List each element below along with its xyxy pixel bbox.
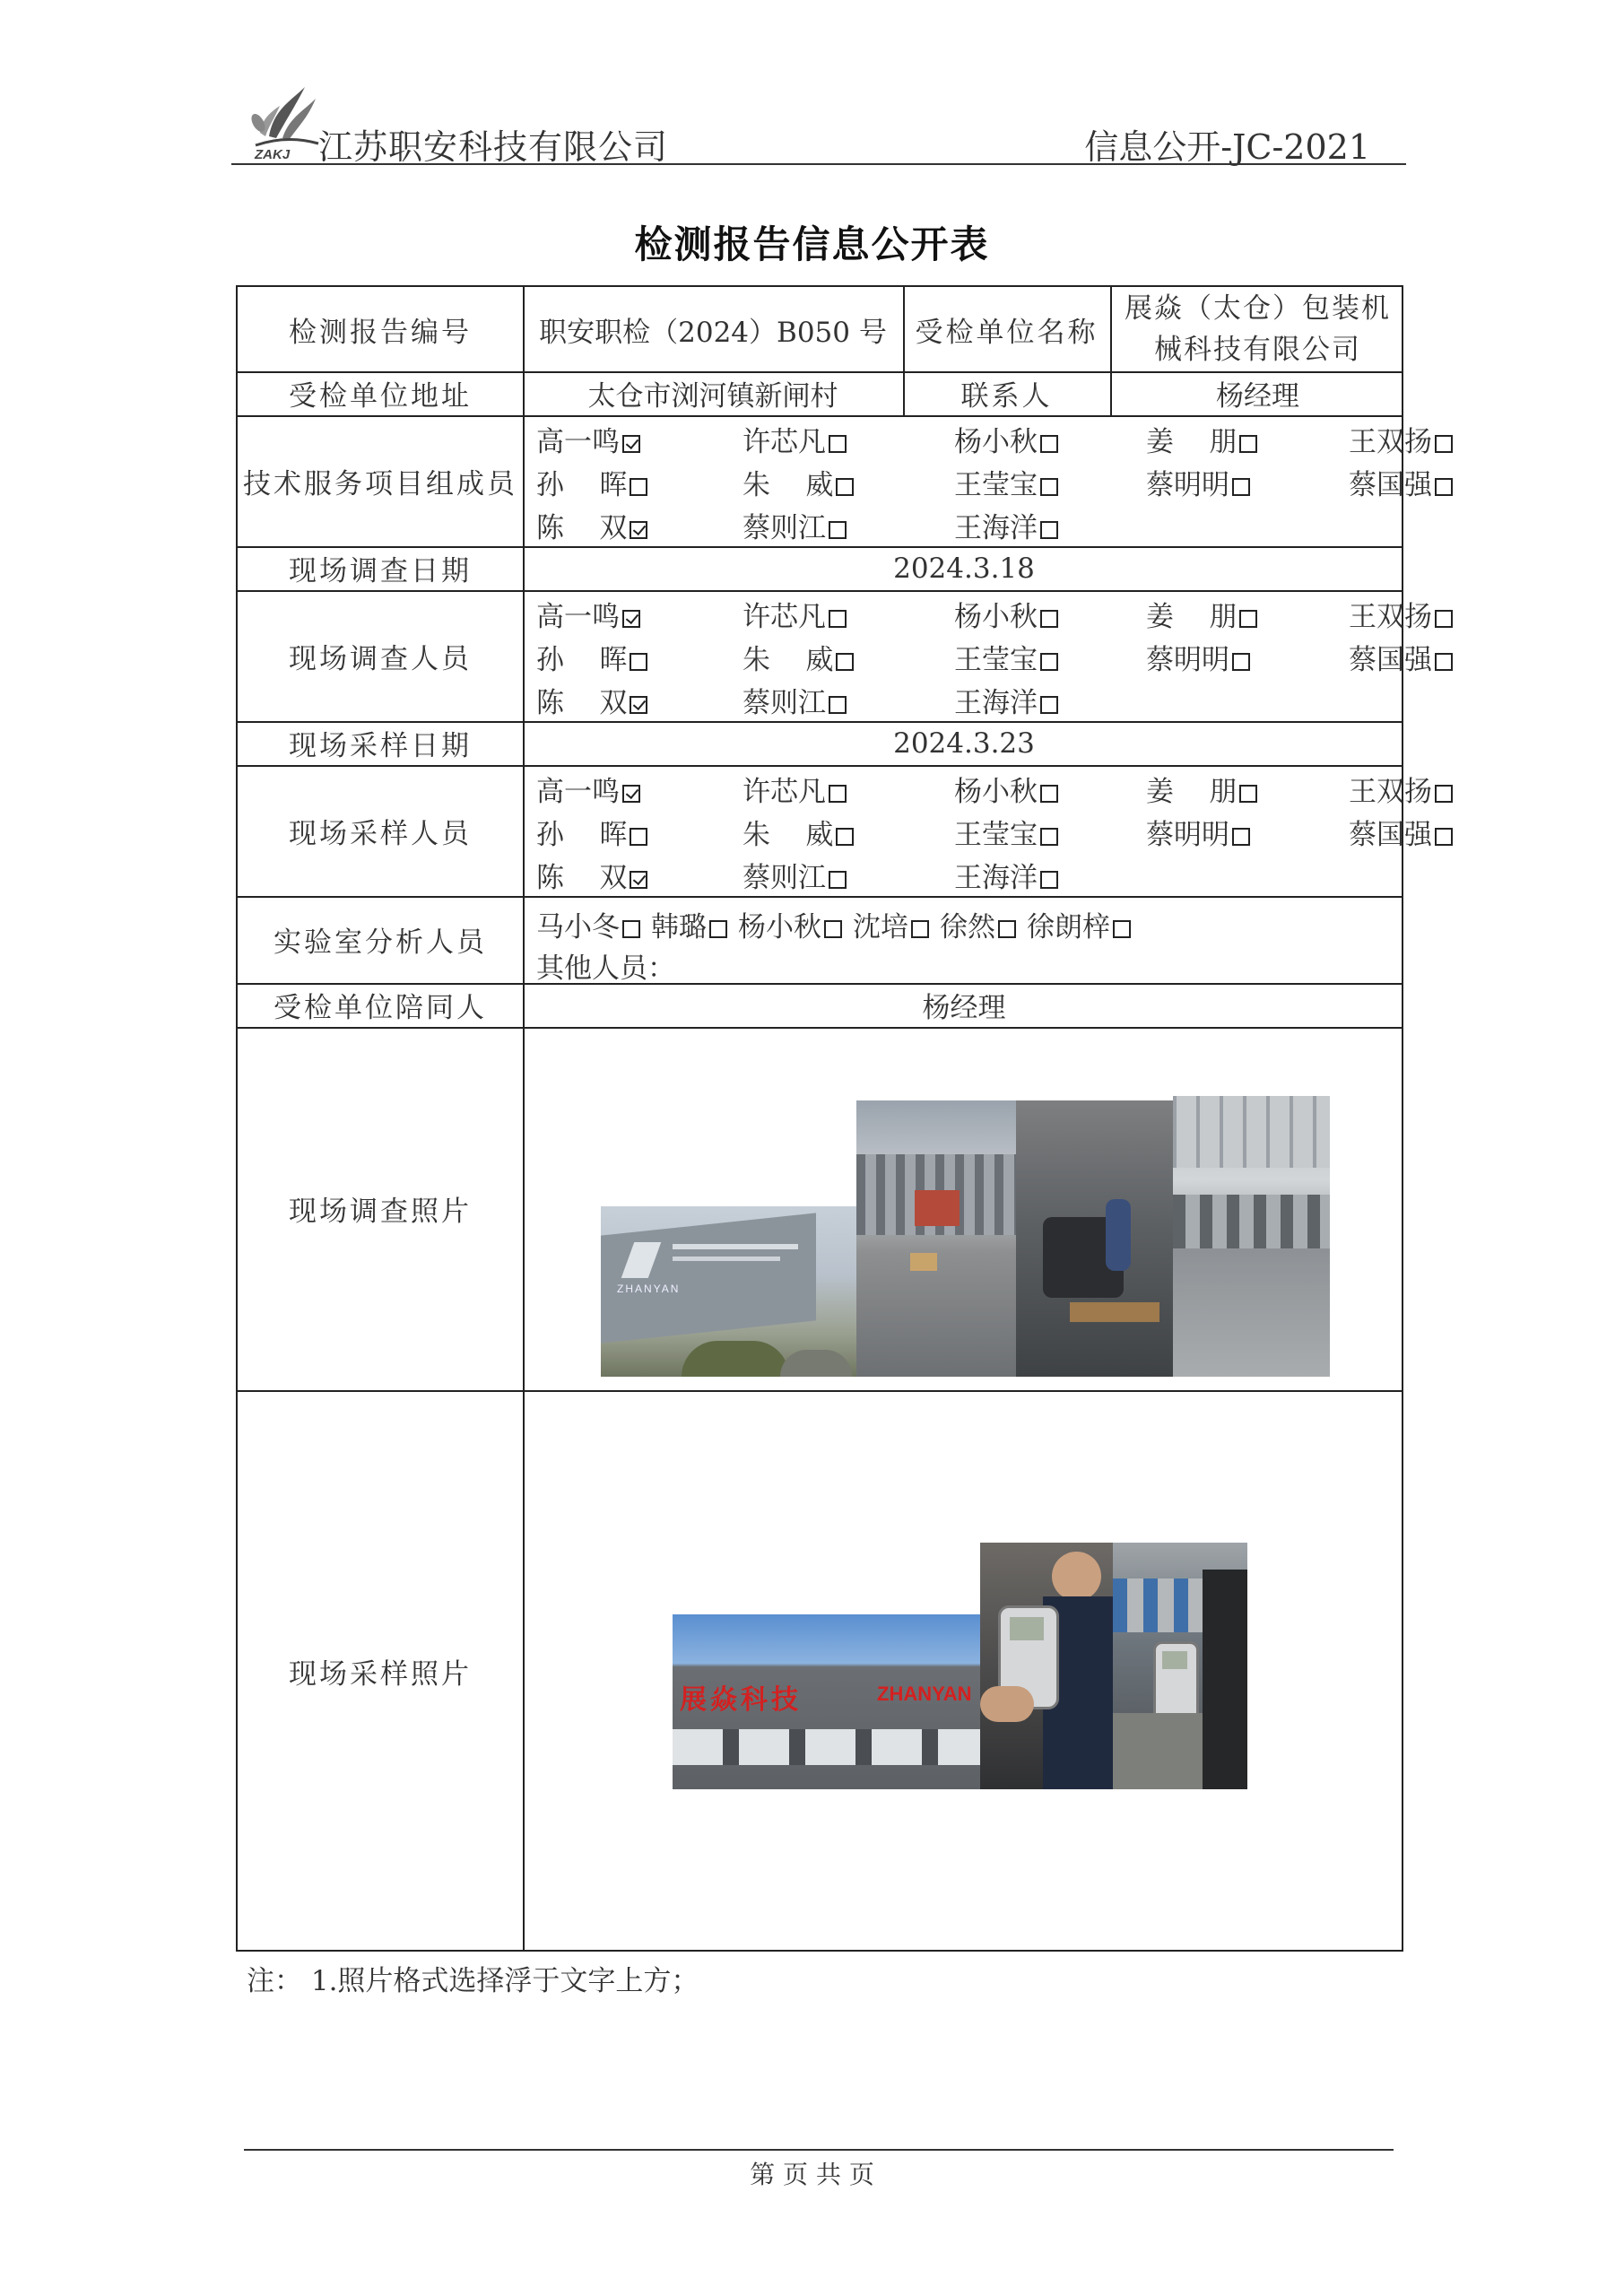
report-number-label: 检测报告编号 bbox=[289, 316, 472, 349]
member-name: 陈 双 bbox=[536, 862, 628, 894]
checkbox-empty-icon[interactable] bbox=[709, 920, 727, 938]
checkbox-empty-icon[interactable] bbox=[1232, 828, 1250, 846]
sign-text-line bbox=[673, 1257, 780, 1261]
survey-staff-label: 现场调查人员 bbox=[289, 642, 472, 675]
member-name: 杨小秋 bbox=[954, 426, 1038, 458]
member-checkbox-item[interactable] bbox=[1146, 769, 1257, 809]
member-checkbox-item[interactable] bbox=[954, 680, 1058, 720]
member-checkbox-item[interactable] bbox=[954, 594, 1058, 634]
member-name: 杨小秋 bbox=[738, 911, 821, 944]
lab-member-checkbox-item[interactable] bbox=[853, 911, 929, 944]
signboard-wall bbox=[601, 1213, 816, 1343]
checkbox-checked-icon[interactable] bbox=[630, 521, 647, 539]
contact-value: 杨经理 bbox=[1216, 380, 1299, 413]
worker-figure bbox=[1106, 1199, 1131, 1271]
member-name: 孙 晖 bbox=[536, 819, 628, 851]
checkbox-empty-icon[interactable] bbox=[1239, 610, 1257, 628]
member-name: 蔡国强 bbox=[1349, 819, 1432, 851]
member-checkbox-item[interactable] bbox=[954, 769, 1058, 809]
checkbox-empty-icon[interactable] bbox=[829, 610, 847, 628]
checkbox-empty-icon[interactable] bbox=[836, 828, 854, 846]
member-checkbox-item[interactable] bbox=[1146, 594, 1257, 634]
sampling-staff-label: 现场采样人员 bbox=[289, 817, 472, 850]
sampling-date-label: 现场采样日期 bbox=[289, 730, 472, 762]
checkbox-empty-icon[interactable] bbox=[1435, 478, 1453, 496]
checkbox-checked-icon[interactable] bbox=[630, 696, 647, 714]
report-info-table bbox=[236, 285, 1432, 1952]
client-name-value bbox=[1110, 287, 1405, 371]
checkbox-empty-icon[interactable] bbox=[1040, 828, 1058, 846]
lab-staff-label: 实验室分析人员 bbox=[274, 926, 487, 959]
member-name: 王海洋 bbox=[954, 687, 1038, 719]
member-checkbox-item[interactable] bbox=[954, 419, 1058, 459]
member-name: 王莹宝 bbox=[954, 819, 1038, 851]
member-name: 姜 朋 bbox=[1146, 426, 1238, 458]
box-shape bbox=[910, 1253, 937, 1271]
member-checkbox-item[interactable] bbox=[536, 594, 640, 634]
roof-trusses bbox=[1173, 1096, 1330, 1168]
member-name: 朱 威 bbox=[743, 819, 834, 851]
member-checkbox-item[interactable] bbox=[536, 769, 640, 809]
person-head bbox=[1052, 1552, 1101, 1601]
address-value: 太仓市浏河镇新闸村 bbox=[587, 380, 838, 413]
checkbox-empty-icon[interactable] bbox=[1239, 785, 1257, 803]
member-name: 姜 朋 bbox=[1146, 601, 1238, 633]
member-checkbox-item[interactable] bbox=[954, 812, 1058, 852]
member-name: 蔡则江 bbox=[743, 687, 826, 719]
meter-display bbox=[1010, 1617, 1044, 1640]
member-name: 杨小秋 bbox=[954, 776, 1038, 808]
member-checkbox-item[interactable] bbox=[1146, 637, 1250, 677]
member-name: 朱 威 bbox=[743, 469, 834, 501]
checkbox-empty-icon[interactable] bbox=[1435, 653, 1453, 671]
footnote: 注： 1.照片格式选择浮于文字上方； bbox=[247, 1965, 699, 1997]
member-name: 杨小秋 bbox=[954, 601, 1038, 633]
document-code: 信息公开-JC-2021 bbox=[1084, 127, 1370, 167]
member-checkbox-item[interactable] bbox=[536, 505, 647, 545]
checkbox-empty-icon[interactable] bbox=[1435, 828, 1453, 846]
checkbox-empty-icon[interactable] bbox=[1040, 871, 1058, 889]
checkbox-empty-icon[interactable] bbox=[829, 785, 847, 803]
member-checkbox-item[interactable] bbox=[536, 680, 647, 720]
member-checkbox-item[interactable] bbox=[536, 812, 647, 852]
header-divider bbox=[231, 163, 1406, 165]
member-name: 陈 双 bbox=[536, 687, 628, 719]
survey-date-label: 现场调查日期 bbox=[289, 555, 472, 587]
member-name: 韩璐 bbox=[651, 911, 707, 944]
checkbox-empty-icon[interactable] bbox=[836, 653, 854, 671]
member-name: 王莹宝 bbox=[954, 469, 1038, 501]
member-name: 马小冬 bbox=[536, 911, 620, 944]
survey-photo-workshop-2 bbox=[1173, 1096, 1330, 1377]
member-name: 王莹宝 bbox=[954, 644, 1038, 676]
sleeve-shape bbox=[1113, 1713, 1203, 1789]
survey-photo-worker bbox=[1016, 1100, 1173, 1377]
checkbox-empty-icon[interactable] bbox=[1232, 478, 1250, 496]
client-name-line1: 展焱（太仓）包装机 bbox=[1125, 292, 1391, 325]
member-checkbox-item[interactable] bbox=[743, 769, 847, 809]
member-name: 蔡国强 bbox=[1349, 469, 1432, 501]
sampling-photos-label: 现场采样照片 bbox=[289, 1657, 472, 1691]
checkbox-empty-icon[interactable] bbox=[998, 920, 1016, 938]
member-checkbox-item[interactable] bbox=[536, 419, 640, 459]
person-figure bbox=[1203, 1570, 1247, 1789]
checkbox-empty-icon[interactable] bbox=[1040, 696, 1058, 714]
checkbox-checked-icon[interactable] bbox=[622, 610, 640, 628]
footer-divider bbox=[244, 2149, 1394, 2151]
member-name: 王双扬 bbox=[1349, 426, 1432, 458]
checkbox-empty-icon[interactable] bbox=[1040, 653, 1058, 671]
lab-member-checkbox-item[interactable] bbox=[738, 911, 842, 944]
member-checkbox-item[interactable] bbox=[1146, 419, 1257, 459]
pallet-shape bbox=[1070, 1302, 1159, 1322]
member-checkbox-item[interactable] bbox=[1349, 419, 1453, 459]
checkbox-empty-icon[interactable] bbox=[1113, 920, 1131, 938]
member-checkbox-item[interactable] bbox=[743, 594, 847, 634]
lab-member-checkbox-item[interactable] bbox=[940, 911, 1016, 944]
checkbox-empty-icon[interactable] bbox=[1239, 435, 1257, 453]
member-checkbox-item[interactable] bbox=[954, 462, 1058, 502]
member-name: 蔡明明 bbox=[1146, 469, 1229, 501]
team-members bbox=[523, 415, 1432, 546]
address-label: 受检单位地址 bbox=[289, 380, 472, 413]
member-name: 蔡则江 bbox=[743, 512, 826, 544]
team-label: 技术服务项目组成员 bbox=[243, 467, 517, 500]
survey-photo-signboard bbox=[601, 1206, 856, 1377]
member-checkbox-item[interactable] bbox=[743, 637, 854, 677]
member-name: 许芯凡 bbox=[743, 776, 826, 808]
survey-photo-workshop-1 bbox=[856, 1100, 1016, 1377]
checkbox-empty-icon[interactable] bbox=[1232, 653, 1250, 671]
checkbox-empty-icon[interactable] bbox=[829, 696, 847, 714]
member-checkbox-item[interactable] bbox=[743, 505, 847, 545]
sampling-staff-members bbox=[523, 765, 1432, 896]
lab-other-staff: 其他人员： bbox=[536, 952, 675, 985]
survey-staff-members bbox=[523, 590, 1432, 721]
member-checkbox-item[interactable] bbox=[1349, 812, 1453, 852]
member-checkbox-item[interactable] bbox=[743, 419, 847, 459]
shrub-shape bbox=[682, 1341, 789, 1377]
member-checkbox-item[interactable] bbox=[1349, 594, 1453, 634]
windows-row bbox=[673, 1729, 980, 1765]
rock-shape bbox=[780, 1350, 852, 1377]
escort-label: 受检单位陪同人 bbox=[274, 992, 487, 1024]
checkbox-empty-icon[interactable] bbox=[836, 478, 854, 496]
member-checkbox-item[interactable] bbox=[743, 462, 854, 502]
checkbox-checked-icon[interactable] bbox=[622, 435, 640, 453]
member-checkbox-item[interactable] bbox=[536, 637, 647, 677]
sampling-photo-meter-2 bbox=[1113, 1543, 1247, 1789]
member-name: 许芯凡 bbox=[743, 426, 826, 458]
checkbox-empty-icon[interactable] bbox=[829, 871, 847, 889]
checkbox-empty-icon[interactable] bbox=[630, 828, 647, 846]
member-checkbox-item[interactable] bbox=[536, 855, 647, 895]
checkbox-empty-icon[interactable] bbox=[1040, 610, 1058, 628]
checkbox-empty-icon[interactable] bbox=[1040, 785, 1058, 803]
checkbox-empty-icon[interactable] bbox=[824, 920, 842, 938]
checkbox-empty-icon[interactable] bbox=[829, 435, 847, 453]
member-name: 蔡国强 bbox=[1349, 644, 1432, 676]
checkbox-empty-icon[interactable] bbox=[829, 521, 847, 539]
member-name: 王海洋 bbox=[954, 862, 1038, 894]
member-name: 王双扬 bbox=[1349, 776, 1432, 808]
hand-shape bbox=[980, 1686, 1034, 1722]
member-checkbox-item[interactable] bbox=[1349, 769, 1453, 809]
contact-label: 联系人 bbox=[960, 380, 1053, 413]
checkbox-empty-icon[interactable] bbox=[1040, 435, 1058, 453]
member-name: 王海洋 bbox=[954, 512, 1038, 544]
report-number-value: 职安职检（2024）B050 号 bbox=[539, 316, 887, 349]
member-name: 高一鸣 bbox=[536, 776, 620, 808]
member-name: 朱 威 bbox=[743, 644, 834, 676]
checkbox-empty-icon[interactable] bbox=[911, 920, 929, 938]
client-name-line2: 械科技有限公司 bbox=[1154, 334, 1361, 366]
member-name: 许芯凡 bbox=[743, 601, 826, 633]
checkbox-empty-icon[interactable] bbox=[1435, 435, 1453, 453]
checkbox-empty-icon[interactable] bbox=[630, 478, 647, 496]
checkbox-empty-icon[interactable] bbox=[630, 653, 647, 671]
lab-member-checkbox-item[interactable] bbox=[1027, 911, 1131, 944]
member-checkbox-item[interactable] bbox=[1146, 812, 1250, 852]
member-name: 徐然 bbox=[940, 911, 995, 944]
member-name: 高一鸣 bbox=[536, 601, 620, 633]
checkbox-checked-icon[interactable] bbox=[622, 785, 640, 803]
member-name: 沈培 bbox=[853, 911, 908, 944]
company-name: 江苏职安科技有限公司 bbox=[318, 127, 669, 167]
member-name: 王双扬 bbox=[1349, 601, 1432, 633]
member-checkbox-item[interactable] bbox=[743, 680, 847, 720]
survey-photos-label: 现场调查照片 bbox=[289, 1196, 472, 1228]
sign-brand-text: ZHANYAN bbox=[617, 1283, 681, 1295]
member-name: 孙 晖 bbox=[536, 469, 628, 501]
checkbox-empty-icon[interactable] bbox=[1040, 478, 1058, 496]
member-checkbox-item[interactable] bbox=[536, 462, 647, 502]
member-name: 姜 朋 bbox=[1146, 776, 1238, 808]
checkbox-empty-icon[interactable] bbox=[1435, 610, 1453, 628]
sampling-date-value: 2024.3.23 bbox=[893, 726, 1035, 760]
member-checkbox-item[interactable] bbox=[954, 855, 1058, 895]
member-name: 蔡则江 bbox=[743, 862, 826, 894]
page-number: 第 页 共 页 bbox=[750, 2160, 874, 2189]
checkbox-checked-icon[interactable] bbox=[630, 871, 647, 889]
member-name: 孙 晖 bbox=[536, 644, 628, 676]
lab-member-checkbox-item[interactable] bbox=[651, 911, 727, 944]
member-name: 蔡明明 bbox=[1146, 644, 1229, 676]
member-checkbox-item[interactable] bbox=[954, 637, 1058, 677]
logo-text: ZAKJ bbox=[255, 147, 291, 162]
member-checkbox-item[interactable] bbox=[743, 812, 854, 852]
page-title: 检测报告信息公开表 bbox=[634, 222, 990, 266]
member-checkbox-item[interactable] bbox=[1146, 462, 1250, 502]
member-name: 陈 双 bbox=[536, 512, 628, 544]
member-name: 徐朗梓 bbox=[1027, 911, 1110, 944]
red-machine bbox=[915, 1190, 960, 1226]
machinery-row bbox=[1173, 1195, 1330, 1248]
member-checkbox-item[interactable] bbox=[743, 855, 847, 895]
escort-value: 杨经理 bbox=[922, 992, 1006, 1024]
member-name: 高一鸣 bbox=[536, 426, 620, 458]
member-checkbox-item[interactable] bbox=[1349, 462, 1453, 502]
client-name-label: 受检单位名称 bbox=[915, 316, 1099, 349]
member-checkbox-item[interactable] bbox=[954, 505, 1058, 545]
member-name: 蔡明明 bbox=[1146, 819, 1229, 851]
lab-staff-members bbox=[536, 904, 1142, 944]
sign-text-line bbox=[673, 1244, 798, 1249]
member-checkbox-item[interactable] bbox=[1349, 637, 1453, 677]
lab-member-checkbox-item[interactable] bbox=[536, 911, 640, 944]
sampling-photo-meter-1 bbox=[980, 1543, 1113, 1789]
sampling-photo-building bbox=[673, 1614, 980, 1789]
building-sign-text: 展焱科技 bbox=[680, 1684, 802, 1716]
building-sign-en: ZHANYAN bbox=[877, 1683, 972, 1705]
checkbox-empty-icon[interactable] bbox=[1040, 521, 1058, 539]
meter-display bbox=[1162, 1651, 1187, 1669]
checkbox-empty-icon[interactable] bbox=[622, 920, 640, 938]
survey-date-value: 2024.3.18 bbox=[893, 552, 1035, 585]
checkbox-empty-icon[interactable] bbox=[1435, 785, 1453, 803]
